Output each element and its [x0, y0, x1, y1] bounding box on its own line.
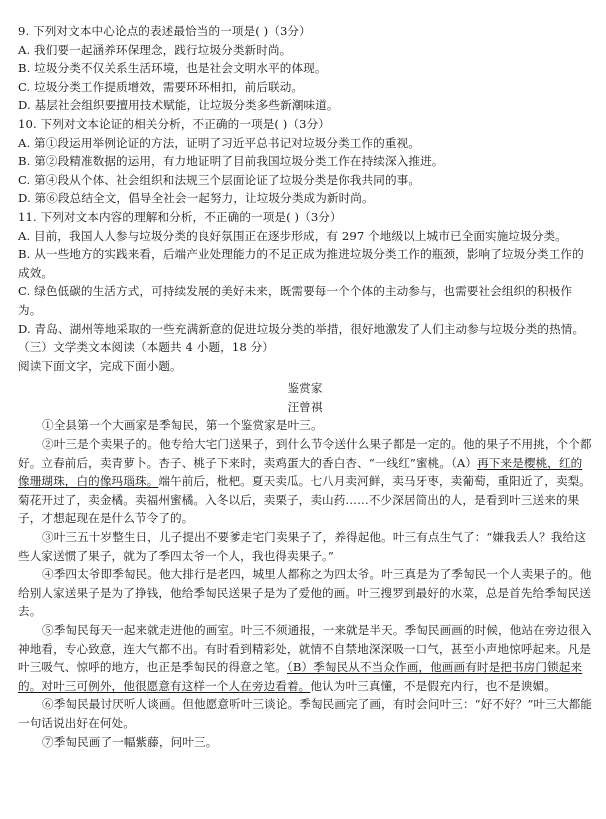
question-11-stem: 11. 下列对文本内容的理解和分析，不正确的一项是( )（3分） — [18, 209, 342, 224]
question-10-option-a: A. 第①段运用举例论证的方法，证明了习近平总书记对垃圾分类工作的重视。 — [18, 135, 420, 150]
section-instruction: 阅读下面文字，完成下面小题。 — [18, 358, 182, 373]
question-10-option-b: B. 第②段精准数据的运用，有力地证明了目前我国垃圾分类工作在持续深入推进。 — [18, 154, 444, 169]
question-11-option-b: B. 从一些地方的实践来看，后端产业处理能力的不足正成为推进垃圾分类工作的瓶颈，影响了垃圾分类工作的成效。 — [18, 247, 584, 280]
story-paragraph-4: ④季四太爷即季匋民。他大排行是老四，城里人都称之为四太爷。叶三真是为了季匋民一个人卖果子的。他给别人家送果子是为了挣钱，他给季匋民送果子是为了爱他的画。叶三搜罗到最好的水菜，总是首先给季匋民送去。 — [18, 567, 592, 619]
question-9-option-a: A. 我们要一起涵养环保理念，践行垃圾分类新时尚。 — [18, 42, 292, 57]
question-11-option-d: D. 青岛、湖州等地采取的一些充满新意的促进垃圾分类的举措，很好地激发了人们主动参与垃圾分类的热情。 — [18, 321, 585, 336]
question-11-option-a: A. 目前，我国人人参与垃圾分类的良好氛围正在逐步形成，有 297 个地级以上城市已全面实施垃圾分类。 — [18, 228, 567, 243]
paragraph-2-text-before: ②叶三是个卖果子的。他专给大宅门送果子，到什么节令送什么果子都是一定的。他的果子不用挑，个个都好。立春前后，卖青萝卜。杏子、桃子下来时，卖鸡蛋大的香白杏、“一线红”蜜桃。（A） — [18, 437, 592, 470]
underlined-sentence-a: 再下来是樱桃，红的像珊瑚珠，白的像玛瑙珠。 — [18, 455, 583, 489]
story-paragraph-5 — [18, 621, 592, 695]
story-paragraph-2 — [18, 435, 592, 528]
story-paragraph-6: ⑥季匋民最讨厌听人谈画。但他愿意听叶三谈论。季匋民画完了画，有时会问叶三：“好不好？”叶三大都能一句话说出好在何处。 — [18, 697, 592, 730]
question-9-option-c: C. 垃圾分类工作提质增效，需要环环相扣，前后联动。 — [18, 79, 304, 94]
underlined-sentence-b: （B）季匋民从不当众作画，他画画有时是把书房门锁起来的。对叶三可例外，他很愿意有这样一个人在旁边看着。 — [18, 660, 583, 693]
question-11-option-c: C. 绿色低碳的生活方式，可持续发展的美好未来，既需要每一个个体的主动参与，也需要社会组织的积极作为。 — [18, 284, 573, 317]
question-10-option-d: D. 第⑥段总结全文，倡导全社会一起努力，让垃圾分类成为新时尚。 — [18, 191, 374, 206]
question-10-stem: 10. 下列对文本论证的相关分析，不正确的一项是( )（3分） — [18, 116, 330, 131]
paragraph-5-text-before: ⑤季匋民每天一起来就走进他的画室。叶三不须通报，一来就是半天。季匋民画画的时候，他站在旁边很入神地看，专心致意，连大气都不出。有时看到精彩处，就情不自禁地深深吸一口气，甚至小声地惊呼起来。凡是叶三吸气、惊呼的地方，也正是季匋民的得意之笔。 — [18, 623, 592, 675]
question-9-stem: 9. 下列对文本中心论点的表述最恰当的一项是( )（3分） — [18, 24, 311, 38]
paragraph-5-text-after: 他认为叶三真懂，不是假充内行，也不是谀媚。 — [310, 678, 556, 693]
paragraph-2-text-after: 端午前后，枇杷。夏天卖瓜。七八月卖河鲜，卖马牙枣，卖葡萄，重阳近了，卖梨。菊花开过了，卖金橘。卖福州蜜橘。入冬以后，卖栗子，卖山药……不少深居简出的人，是看到叶三送来的果子，才想起现在是什么节令了的。 — [18, 474, 591, 526]
story-author: 汪曾祺 — [287, 399, 323, 414]
story-title: 鉴赏家 — [287, 381, 323, 396]
story-paragraph-3: ③叶三五十岁整生日，儿子提出不要爹走宅门卖果子了，养得起他。叶三有点生气了：“嫌我丢人？我给这些人家送惯了果子，就为了季四太爷一个人，我也得卖果子。” — [18, 530, 586, 563]
question-10-option-c: C. 第④段从个体、社会组织和法规三个层面论证了垃圾分类是你我共同的事。 — [18, 172, 421, 187]
section-heading: （三）文学类文本阅读（本题共 4 小题，18 分） — [18, 340, 274, 355]
question-9-option-d: D. 基层社会组织要擅用技术赋能，让垃圾分类多些新潮味道。 — [18, 98, 339, 113]
story-paragraph-1: ①全县第一个大画家是季匋民，第一个鉴赏家是叶三。 — [42, 418, 323, 433]
question-9-option-b: B. 垃圾分类不仅关系生活环境，也是社会文明水平的体现。 — [18, 61, 327, 76]
story-paragraph-7: ⑦季匋民画了一幅紫藤，问叶三。 — [42, 734, 218, 749]
